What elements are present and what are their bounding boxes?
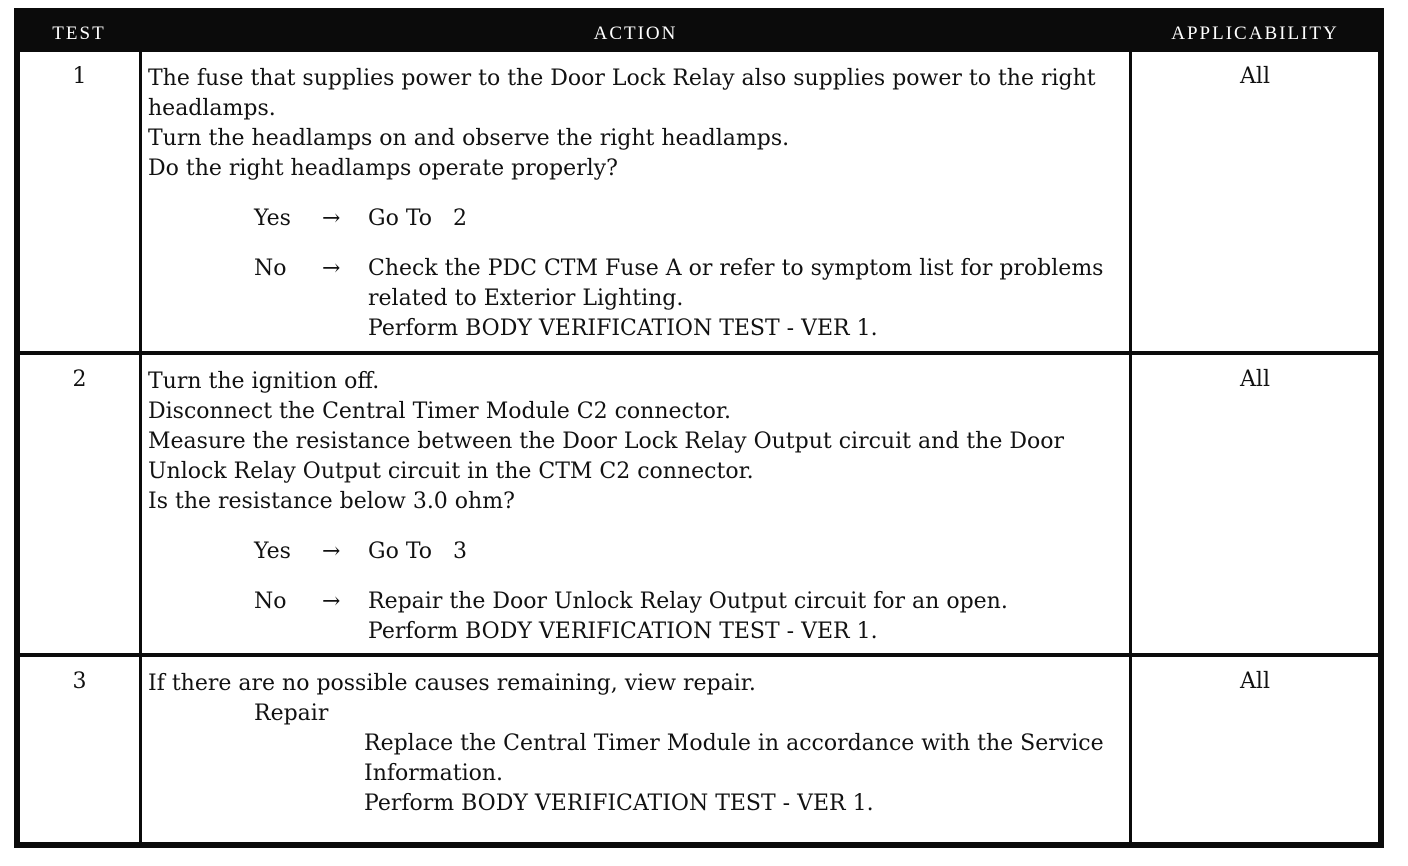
applicability-cell: All xyxy=(1240,367,1270,392)
no-result-line: Perform BODY VERIFICATION TEST - VER 1. xyxy=(368,316,878,341)
table-header xyxy=(20,14,1378,52)
action-line: The fuse that supplies power to the Door Lock Relay also supplies power to the right xyxy=(148,66,1096,91)
no-branch xyxy=(148,254,1126,284)
action-line: If there are no possible causes remaining, view repair. xyxy=(148,671,756,696)
table-row xyxy=(20,355,1378,653)
right-arrow-icon: → xyxy=(322,256,341,281)
right-arrow-icon: → xyxy=(322,539,341,564)
diagnostic-test-table xyxy=(14,8,1384,848)
header-action: ACTION xyxy=(593,23,678,44)
yes-branch xyxy=(148,204,1126,234)
header-applicability: APPLICABILITY xyxy=(1171,23,1339,44)
repair-label: Repair xyxy=(254,701,329,726)
right-arrow-icon: → xyxy=(322,589,341,614)
no-label: No xyxy=(254,256,287,281)
applicability-cell: All xyxy=(1240,669,1270,694)
test-number: 2 xyxy=(72,367,87,392)
repair-line: Perform BODY VERIFICATION TEST - VER 1. xyxy=(364,791,874,816)
applicability-cell: All xyxy=(1240,64,1270,89)
action-line: Disconnect the Central Timer Module C2 connector. xyxy=(148,399,732,424)
table-row xyxy=(20,52,1378,351)
action-line: Measure the resistance between the Door Lock Relay Output circuit and the Door xyxy=(148,429,1064,454)
action-line: headlamps. xyxy=(148,96,276,121)
action-cell xyxy=(148,367,1126,647)
test-number: 3 xyxy=(72,669,87,694)
no-result-line: Perform BODY VERIFICATION TEST - VER 1. xyxy=(368,619,878,644)
yes-branch xyxy=(148,537,1126,567)
no-branch xyxy=(148,587,1126,617)
action-line: Is the resistance below 3.0 ohm? xyxy=(148,489,515,514)
table-row xyxy=(20,657,1378,842)
action-cell xyxy=(148,64,1126,344)
yes-label: Yes xyxy=(254,539,291,564)
right-arrow-icon: → xyxy=(322,206,341,231)
repair-line: Information. xyxy=(364,761,504,786)
no-result-line: related to Exterior Lighting. xyxy=(368,286,684,311)
action-line: Turn the headlamps on and observe the right headlamps. xyxy=(148,126,790,151)
repair-line: Replace the Central Timer Module in accordance with the Service xyxy=(364,731,1104,756)
action-line: Do the right headlamps operate properly? xyxy=(148,156,618,181)
yes-result: Go To 2 xyxy=(368,206,467,231)
no-label: No xyxy=(254,589,287,614)
header-test: TEST xyxy=(52,23,106,44)
test-number: 1 xyxy=(72,64,87,89)
yes-result: Go To 3 xyxy=(368,539,467,564)
yes-label: Yes xyxy=(254,206,291,231)
no-result: Repair the Door Unlock Relay Output circuit for an open. xyxy=(368,589,1008,614)
action-line: Unlock Relay Output circuit in the CTM C2 connector. xyxy=(148,459,754,484)
no-result: Check the PDC CTM Fuse A or refer to symptom list for problems xyxy=(368,256,1104,281)
action-line: Turn the ignition off. xyxy=(148,369,380,394)
action-cell xyxy=(148,669,1126,819)
